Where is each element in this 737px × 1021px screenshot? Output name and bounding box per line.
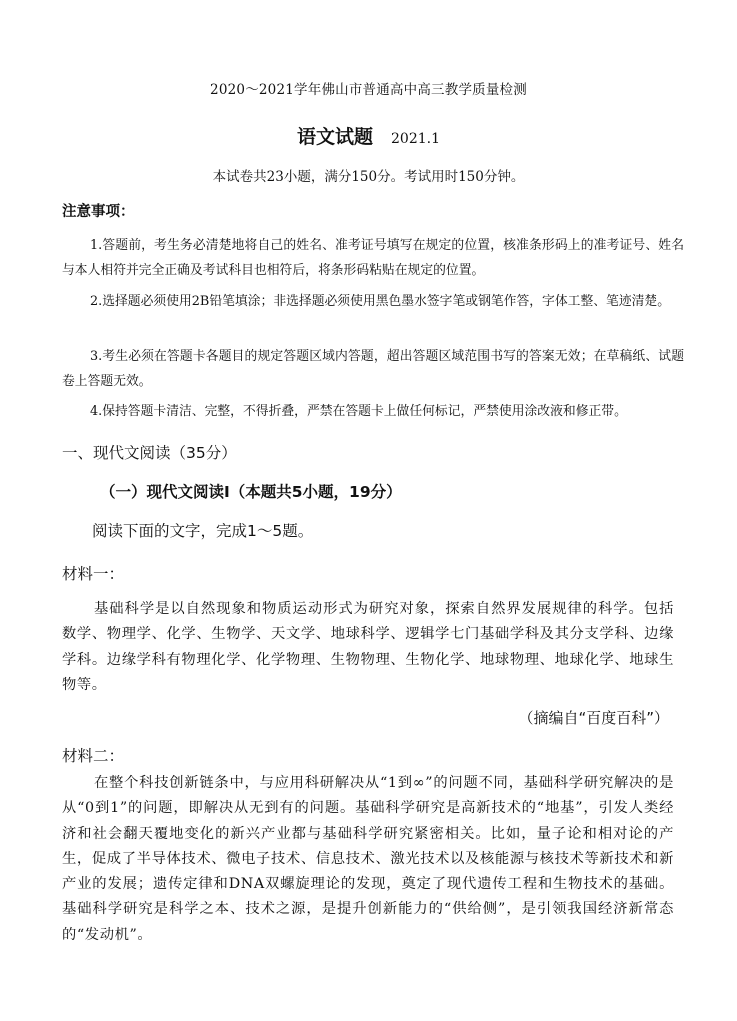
notice-item-4: 4.保持答题卡清洁、完整，不得折叠，严禁在答题卡上做任何标记，严禁使用涂改液和修正带。 [90,404,627,419]
page-title: 语文试题 [296,126,373,148]
material-1-source: （摘编自“百度百科”） [518,709,669,727]
section-subheading: （一）现代文阅读Ⅰ（本题共5小题，19分） [100,483,402,501]
notice-item-1: 1.答题前，考生务必清楚地将自己的姓名、准考证号填写在规定的位置，核准条形码上的准考证号、姓名与本人相符并完全正确及考试科目也相符后，将条形码粘贴在规定的位置。 [62,238,684,278]
material-2-text: 在整个科技创新链条中，与应用科研解决从“1到∞”的问题不同，基础科学研究解决的是从“0到1”的问题，即解决从无到有的问题。基础科学研究是高新技术的“地基”，引发人类经济和社会翻天覆地变化的新兴产业都与基础科学研究紧密相关。比如，量子论和相对论的产生，促成了半导体技术、微电子技术、信息技术、激光技术以及核能源与核技术等新技术和新产业的发展；遗传定律和DNA双螺旋理论的发现，奠定了现代遗传工程和生物技术的基础。基础科学研究是科学之本、技术之源，是提升创新能力的“供给侧”，是引领我国经济新常态的“发动机”。 [62,775,674,943]
notice-item-3: 3.考生必须在答题卡各题目的规定答题区域内答题，超出答题区域范围书写的答案无效；在草稿纸、试题卷上答题无效。 [62,349,684,389]
exam-header: 2020～2021学年佛山市普通高中高三教学质量检测 [210,82,527,98]
material-1-label: 材料一： [62,565,125,583]
notice-heading: 注意事项： [62,204,135,220]
material-1-text: 基础科学是以自然现象和物质运动形式为研究对象，探索自然界发展规律的科学。包括数学、物理学、化学、生物学、天文学、地球科学、逻辑学七门基础学科及其分支学科、边缘学科。边缘学科有物理化学、化学物理、生物物理、生物化学、地球物理、地球化学、地球生物等。 [62,601,674,693]
material-2-label: 材料二： [62,747,125,765]
notice-item-2: 2.选择题必须使用2B铅笔填涂；非选择题必须使用黑色墨水签字笔或钢笔作答，字体工整、笔迹清楚。 [90,294,671,309]
title-row [0,122,737,149]
reading-instruction: 阅读下面的文字，完成1～5题。 [92,522,314,540]
section-heading: 一、现代文阅读（35分） [62,444,237,462]
title-date: 2021.1 [391,131,440,147]
exam-info: 本试卷共23小题，满分150分。考试用时150分钟。 [212,169,525,185]
